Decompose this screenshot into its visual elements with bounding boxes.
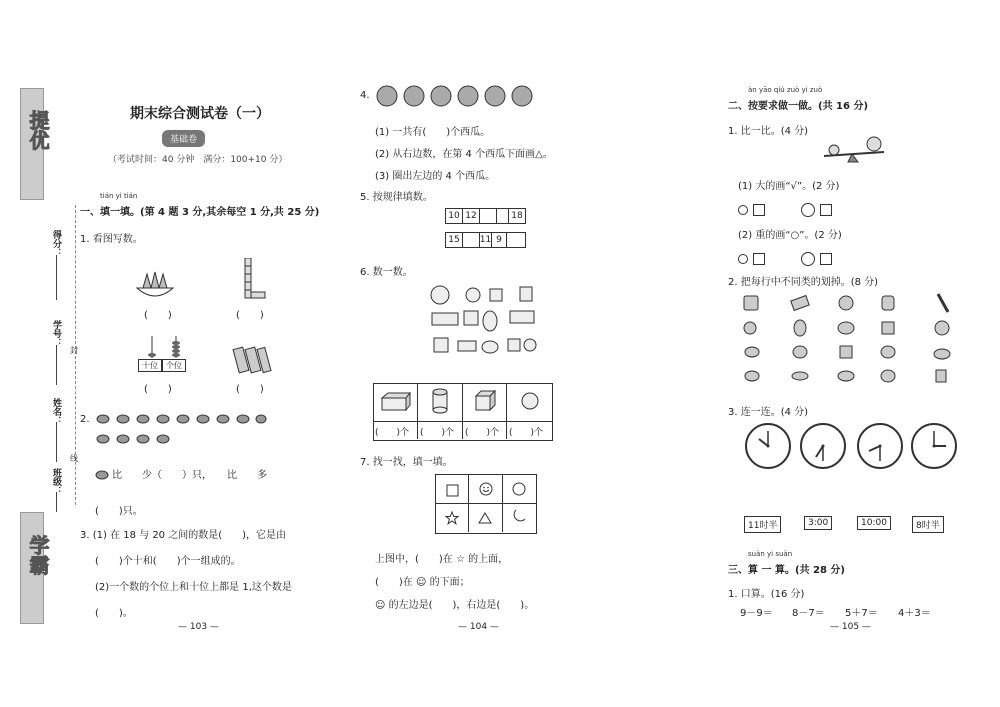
section1-pinyin: tián yi tián: [100, 192, 138, 200]
page-number-104: — 104 —: [458, 622, 499, 632]
count-blank-2[interactable]: ( )个: [420, 428, 455, 438]
count-col-3: [506, 383, 507, 439]
section2-pinyin: àn yāo qiú zuò yi zuò: [748, 86, 823, 94]
bowl-icon: [135, 270, 175, 300]
seq1-cell-3[interactable]: [479, 208, 497, 224]
bee-icon-a: [95, 466, 109, 485]
seq2-cell-5[interactable]: [506, 232, 526, 248]
seq1-cell-2: 12: [462, 208, 480, 224]
exam-info: （考试时间：40 分钟 满分：100+10 分）: [108, 155, 288, 165]
seq1-cell-1: 10: [445, 208, 463, 224]
q2-number: 2.: [80, 414, 90, 425]
seq2-cell-2[interactable]: [462, 232, 480, 248]
clock-4[interactable]: [911, 423, 957, 469]
brand-text-bottom: 学霸: [26, 535, 50, 575]
count-col-2: [462, 383, 463, 439]
seq1-cell-5: 18: [508, 208, 526, 224]
q4-3: (3) 圈出左边的 4 个西瓜。: [375, 171, 496, 182]
grid-row-divider: [435, 503, 537, 504]
q7-2: ( )在 ☺ 的下面；: [375, 577, 470, 588]
seesaw-image: [822, 136, 886, 168]
big-ball-icon-2: [801, 252, 815, 266]
seq2-cell-3: 11: [479, 232, 492, 248]
q5-text: 5. 按规律填数。: [360, 192, 433, 203]
subtitle-badge: 基础卷: [162, 130, 205, 147]
count-blank-3[interactable]: ( )个: [465, 428, 500, 438]
stick-bundles-image: [232, 346, 272, 374]
class-line: [56, 492, 57, 512]
3d-shapes-icon: [428, 283, 540, 363]
page-number-103: — 103 —: [178, 622, 219, 632]
star-icon: [445, 510, 459, 529]
time-tag-1[interactable]: 11时半: [744, 516, 781, 533]
q1-blank-3[interactable]: ( ): [144, 384, 172, 395]
compare-row-2: [738, 248, 832, 267]
compare-row-1: [738, 199, 832, 218]
q1-blank-4[interactable]: ( ): [236, 384, 264, 395]
odd-one-out-grid: [742, 292, 962, 392]
clock-2[interactable]: [800, 423, 846, 469]
bee-icons: [95, 412, 267, 426]
section2-heading: 二、按要求做一做。(共 16 分): [728, 101, 869, 112]
student-id-line: [56, 345, 57, 385]
cuboid-icon: [380, 392, 412, 416]
q3-line2: ( )个十和( )个一组成的。: [95, 556, 241, 567]
clock-face-icon: [859, 425, 901, 467]
time-tag-2[interactable]: 3:00: [804, 516, 832, 530]
q7-1: 上图中，( )在 ☆ 的上面，: [375, 554, 509, 565]
watermelons: [376, 84, 536, 112]
cylinder-icon: [430, 388, 450, 418]
brand-text-top: 提优: [26, 110, 50, 150]
calc-3: 5＋7＝: [845, 608, 878, 619]
seq2-cell-1: 15: [445, 232, 463, 248]
big-ball-icon: [801, 203, 815, 217]
calc-1: 9－9＝: [740, 608, 773, 619]
clock-face-icon: [802, 425, 844, 467]
q3-line4: ( )。: [95, 608, 133, 619]
q4-2: (2) 从右边数，在第 4 个西瓜下面画△。: [375, 149, 553, 160]
count-blank-4[interactable]: ( )个: [509, 428, 544, 438]
q4-number: 4.: [360, 90, 370, 101]
q3-line1: 3. (1) 在 18 与 20 之间的数是( )，它是由: [80, 530, 287, 541]
clock-face-icon: [747, 425, 789, 467]
answer-box-2[interactable]: [820, 204, 832, 216]
section3-pinyin: suàn yi suàn: [748, 550, 793, 558]
abacus-ones-label: 个位: [162, 359, 186, 372]
p3-q1-1: (1) 大的画“√”。(2 分): [738, 181, 840, 192]
seq2-cell-4: 9: [491, 232, 507, 248]
stick-bundle-icon: [232, 346, 272, 374]
p3-q3: 3. 连一连。(4 分): [728, 407, 809, 418]
count-blank-1[interactable]: ( )个: [375, 428, 410, 438]
q1-blank-1[interactable]: ( ): [144, 310, 172, 321]
sphere-icon: [520, 391, 540, 415]
section1-heading: 一、填一填。(第 4 题 3 分,其余每空 1 分,共 25 分): [80, 207, 320, 218]
page-number-105: — 105 —: [830, 622, 871, 632]
q1-text: 1. 看图写数。: [80, 234, 143, 245]
q2-line1: 比 少（ ）只， 比 多: [112, 470, 267, 481]
cube-icon: [474, 390, 496, 416]
answer-box-1[interactable]: [753, 204, 765, 216]
score-label: 得分：: [51, 230, 61, 257]
clock-face-icon: [913, 425, 955, 467]
q2-line2: ( )只。: [95, 506, 143, 517]
block-stack-icon: [243, 258, 269, 302]
small-ball-icon-2: [738, 254, 748, 264]
seal-mark-1: 封: [70, 346, 78, 355]
clock-1[interactable]: [745, 423, 791, 469]
count-row-divider: [373, 421, 553, 422]
circle-icon: [512, 481, 526, 500]
score-line: [56, 255, 57, 300]
smiley-icon: [479, 481, 493, 500]
name-line: [56, 422, 57, 462]
q3-line3: (2)一个数的个位上和十位上都是 1,这个数是: [95, 582, 292, 593]
small-ball-icon: [738, 205, 748, 215]
q6-text: 6. 数一数。: [360, 267, 413, 278]
objects-grid-icons: [742, 292, 962, 388]
student-id-label: 学号：: [51, 320, 61, 347]
time-tag-4[interactable]: 8时半: [912, 516, 944, 533]
answer-box-4[interactable]: [820, 253, 832, 265]
q4-1: (1) 一共有( )个西瓜。: [375, 127, 491, 138]
calc-4: 4＋3＝: [898, 608, 931, 619]
answer-box-3[interactable]: [753, 253, 765, 265]
name-label: 姓名：: [51, 398, 61, 425]
q1-blank-2[interactable]: ( ): [236, 310, 264, 321]
seal-mark-2: 线: [70, 454, 78, 463]
watermelon-icons: [376, 84, 536, 108]
bee-icons-2: [95, 432, 171, 446]
p3-q3-1: 1. 口算。(16 分): [728, 589, 805, 600]
clock-3[interactable]: [857, 423, 903, 469]
abacus-tens-label: 十位: [138, 359, 162, 372]
bees-row-2: [95, 431, 171, 450]
q7-text: 7. 找一找，填一填。: [360, 457, 453, 468]
calc-2: 8－7＝: [792, 608, 825, 619]
section3-heading: 三、算 一 算。(共 28 分): [728, 565, 845, 576]
square-icon: [446, 482, 459, 501]
blocks-image: [243, 258, 269, 302]
q7-3: ☺ 的左边是( )，右边是( )。: [375, 600, 535, 611]
bees-row-1: [95, 411, 267, 430]
moon-icon: [511, 508, 527, 528]
p3-q1-2: (2) 重的画“○”。(2 分): [738, 230, 842, 241]
triangle-icon: [478, 510, 492, 529]
count-col-1: [417, 383, 418, 439]
solids-image: [428, 283, 540, 367]
page-title: 期末综合测试卷（一）: [130, 106, 270, 122]
class-label: 班级：: [51, 468, 61, 495]
p3-q1: 1. 比一比。(4 分): [728, 126, 809, 137]
p3-q2: 2. 把每行中不同类的划掉。(8 分): [728, 277, 879, 288]
seesaw-icon: [822, 136, 886, 164]
fruit-bowl-image: [135, 270, 175, 300]
time-tag-3[interactable]: 10:00: [857, 516, 891, 530]
